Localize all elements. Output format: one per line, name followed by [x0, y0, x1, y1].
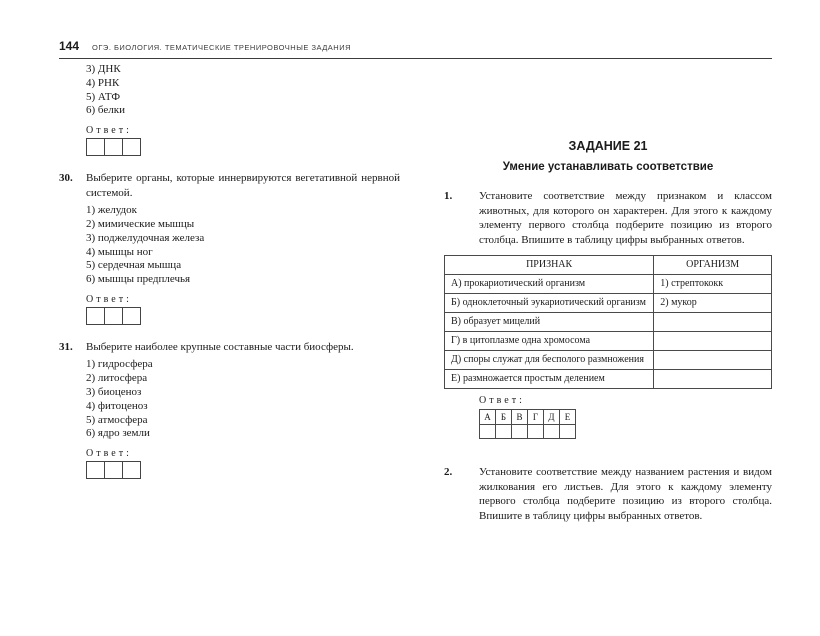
question-31: [59, 340, 400, 355]
answer-label: Ответ:: [86, 293, 132, 305]
answer-grid-input-row: [480, 425, 576, 439]
answer-box-cell: [104, 307, 123, 325]
answer-box-cell: [122, 307, 141, 325]
page-header: [59, 39, 772, 59]
option-item: 4) мышцы ног: [86, 245, 153, 258]
answer-box-cell: [122, 138, 141, 156]
table-cell-feature: А) прокариотический организм: [445, 275, 654, 294]
table-cell-feature: Е) размножается простым делением: [445, 370, 654, 389]
answer-label: Ответ:: [479, 395, 525, 406]
question-number: 1.: [444, 190, 453, 202]
question-number: 31.: [59, 340, 73, 353]
table-cell-feature: Г) в цитоплазме одна хромосома: [445, 332, 654, 351]
left-column: [59, 63, 400, 479]
carryover-options: [86, 63, 400, 118]
option-item: 2) мимические мышцы: [86, 217, 195, 230]
option-item: 6) ядро земли: [86, 427, 150, 440]
answer-box-cell: [104, 138, 123, 156]
match-table: [444, 255, 772, 389]
question-text: Выберите наиболее крупные составные части биосферы.: [86, 340, 354, 353]
option-item: 4) фитоценоз: [86, 399, 148, 412]
question-31-options: [86, 358, 400, 441]
table-header-organism: ОРГАНИЗМ: [654, 256, 772, 275]
question-number: 30.: [59, 172, 73, 185]
table-cell-organism: [654, 313, 772, 332]
section-title: ЗАДАНИЕ 21: [568, 139, 648, 153]
answer-grid-letter: Е: [560, 410, 576, 425]
question-text: Установите соответствие между названием растения и видом жилкования его листьев. Для этого к каждому элементу первого столбца подберите позицию из второго столбца. Впишите в таблицу цифры выбранных ответов.: [479, 466, 772, 522]
question-30: [59, 171, 400, 200]
table-header-feature: ПРИЗНАК: [445, 256, 654, 275]
option-item: 1) желудок: [86, 204, 137, 217]
table-row: [445, 313, 772, 332]
answer-box-cell: [104, 461, 123, 479]
table-row: [445, 275, 772, 294]
answer-grid-letter: Г: [528, 410, 544, 425]
table-cell-organism: 2) мукор: [654, 294, 772, 313]
answer-grid-cell: [528, 425, 544, 439]
answer-grid-cell: [480, 425, 496, 439]
table-row: [445, 332, 772, 351]
table-cell-feature: Д) споры служат для бесполого размножения: [445, 351, 654, 370]
question-1: [444, 189, 772, 247]
answer-boxes: [86, 307, 400, 325]
question-text: Выберите органы, которые иннервируются вегетативной нервной системой.: [86, 172, 400, 199]
option-item: 3) биоценоз: [86, 386, 142, 399]
answer-grid-letter-row: [480, 410, 576, 425]
answer-grid-cell: [544, 425, 560, 439]
answer-grid-cell: [512, 425, 528, 439]
option-item: 2) литосфера: [86, 372, 148, 385]
answer-grid-cell: [496, 425, 512, 439]
question-30-options: [86, 204, 400, 287]
right-column: [444, 139, 772, 523]
answer-label: Ответ:: [86, 448, 132, 460]
option-item: 1) гидросфера: [86, 358, 153, 371]
answer-grid-letter: Д: [544, 410, 560, 425]
question-number: 2.: [444, 466, 453, 478]
answer-grid-cell: [560, 425, 576, 439]
table-row: [445, 370, 772, 389]
page-number: 144: [59, 39, 80, 53]
answer-box-cell: [122, 461, 141, 479]
answer-label: Ответ:: [86, 125, 132, 137]
table-cell-organism: 1) стрептококк: [654, 275, 772, 294]
option-item: 3) ДНК: [86, 63, 121, 75]
table-cell-organism: [654, 332, 772, 351]
answer-box-cell: [86, 138, 105, 156]
table-row: [445, 294, 772, 313]
table-cell-organism: [654, 351, 772, 370]
question-2: [444, 465, 772, 523]
option-item: 5) сердечная мышца: [86, 259, 182, 272]
answer-boxes: [86, 138, 400, 156]
table-cell-feature: В) образует мицелий: [445, 313, 654, 332]
option-item: 6) мышцы предплечья: [86, 273, 191, 286]
answer-grid: [479, 409, 576, 439]
option-item: 3) поджелудочная железа: [86, 231, 205, 244]
table-row: [445, 351, 772, 370]
table-header-row: [445, 256, 772, 275]
table-cell-feature: Б) одноклеточный эукариотический организм: [445, 294, 654, 313]
table-cell-organism: [654, 370, 772, 389]
answer-box-cell: [86, 307, 105, 325]
answer-grid-letter: А: [480, 410, 496, 425]
option-item: 4) РНК: [86, 76, 120, 89]
option-item: 5) АТФ: [86, 90, 121, 103]
answer-box-cell: [86, 461, 105, 479]
section-subtitle: Умение устанавливать соответствие: [502, 161, 714, 173]
question-text: Установите соответствие между признаком и классом животных, для которого он характерен. Для этого к каждому элементу первого столбца подберите позицию из второго столбца. Впишите в таблицу цифры выбранных ответов.: [479, 190, 772, 246]
answer-grid-letter: Б: [496, 410, 512, 425]
answer-boxes: [86, 461, 400, 479]
option-item: 5) атмосфера: [86, 413, 148, 426]
answer-grid-letter: В: [512, 410, 528, 425]
running-title: ОГЭ. БИОЛОГИЯ. ТЕМАТИЧЕСКИЕ ТРЕНИРОВОЧНЫЕ ЗАДАНИЯ: [92, 43, 352, 52]
option-item: 6) белки: [86, 104, 125, 117]
